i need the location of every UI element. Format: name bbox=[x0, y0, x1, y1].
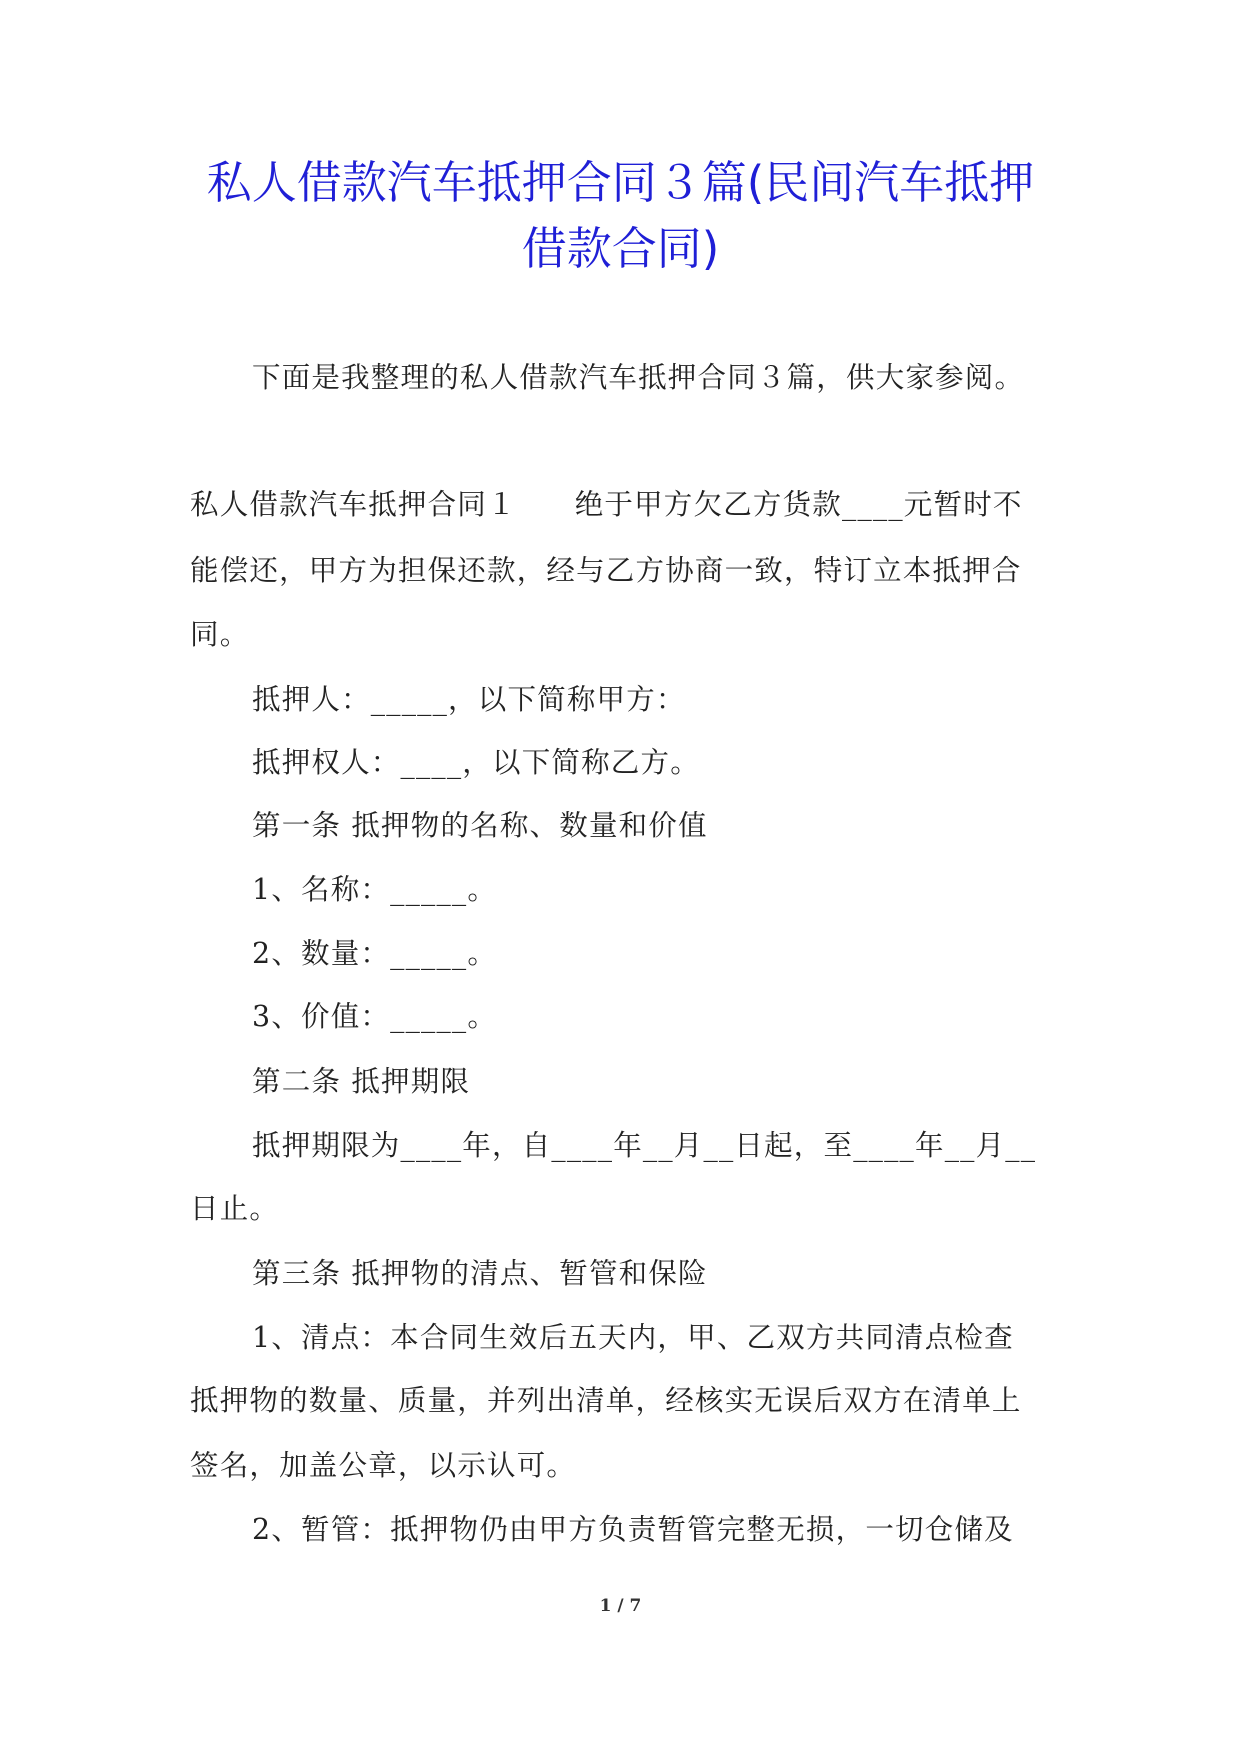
intro-paragraph: 下面是我整理的私人借款汽车抵押合同３篇，供大家参阅。 bbox=[252, 361, 1025, 394]
article-1-heading: 第一条 抵押物的名称、数量和价值 bbox=[252, 809, 708, 842]
page-number: 1 / 7 bbox=[599, 1596, 642, 1616]
article-1-item-quantity: 2、数量：_____。 bbox=[252, 937, 498, 970]
article-3-item-1-line-2: 抵押物的数量、质量，并列出清单，经核实无误后双方在清单上 bbox=[190, 1384, 1022, 1417]
article-1-item-name: 1、名称：_____。 bbox=[252, 873, 498, 906]
contract-1-preamble-line-2: 能偿还，甲方为担保还款，经与乙方协商一致，特订立本抵押合 bbox=[190, 554, 1022, 587]
article-2-term-line-2: 日止。 bbox=[190, 1192, 280, 1225]
contract-1-first-line bbox=[190, 485, 1023, 525]
contract-1-preamble-line-3: 同。 bbox=[190, 618, 250, 651]
article-2-term-line-1: 抵押期限为____年，自____年__月__日起，至____年__月__ bbox=[252, 1129, 1037, 1162]
title-line-1: 私人借款汽车抵押合同３篇(民间汽车抵押 bbox=[206, 156, 1035, 209]
contract-1-preamble-start: 绝于甲方欠乙方货款____元暂时不 bbox=[574, 488, 1023, 521]
article-1-item-value: 3、价值：_____。 bbox=[252, 1000, 498, 1033]
article-3-item-2-line-1: 2、暂管：抵押物仍由甲方负责暂管完整无损，一切仓储及 bbox=[252, 1513, 1014, 1546]
article-3-item-1-line-3: 签名，加盖公章，以示认可。 bbox=[190, 1449, 577, 1482]
title-line-2: 借款合同) bbox=[521, 222, 720, 275]
document-title bbox=[150, 150, 1091, 282]
article-2-heading: 第二条 抵押期限 bbox=[252, 1065, 471, 1098]
mortgagee-line: 抵押权人：____，以下简称乙方。 bbox=[252, 746, 700, 779]
article-3-heading: 第三条 抵押物的清点、暂管和保险 bbox=[252, 1257, 708, 1290]
article-3-item-1-line-1: 1、清点：本合同生效后五天内，甲、乙双方共同清点检查 bbox=[252, 1321, 1014, 1354]
contract-1-heading: 私人借款汽车抵押合同１ bbox=[190, 488, 517, 521]
mortgagor-line: 抵押人：_____，以下简称甲方： bbox=[252, 683, 686, 716]
